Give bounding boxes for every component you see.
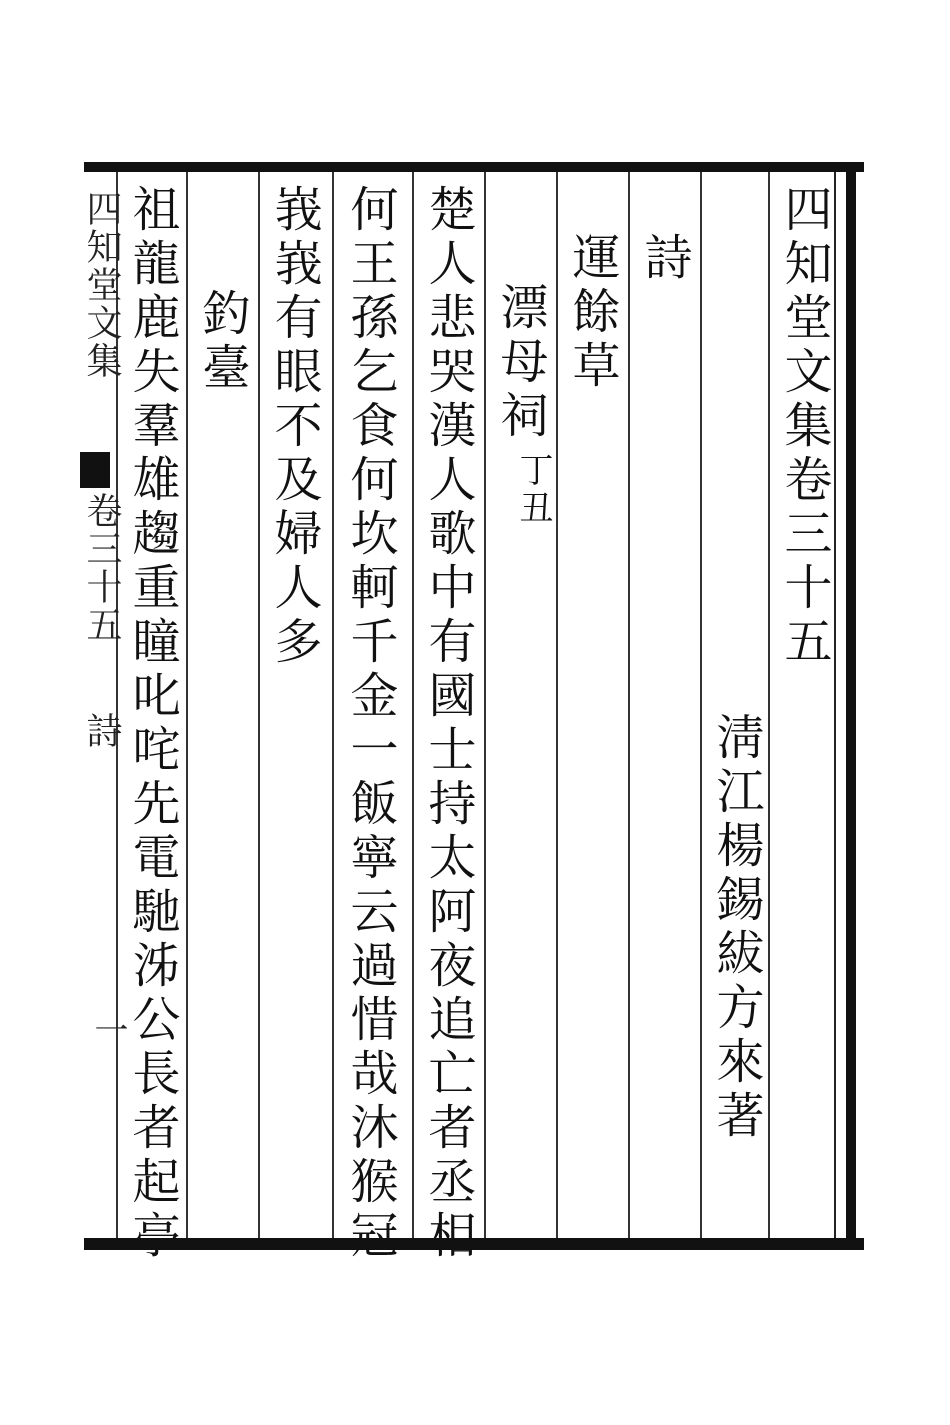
next-poem-line: 祖龍鹿失羣雄趨重瞳叱咤先電馳泲公長者起亭 [124,184,180,1264]
poem-line: 何王孫乞食何坎軻千金一飯寧云過惜哉沐猴冠 [342,184,398,1264]
column-divider [556,172,558,1238]
column-divider [412,172,414,1238]
column-divider [186,172,188,1238]
author-line: 淸江楊錫紱方來著 [708,712,764,1144]
section-heading: 運餘草 [564,232,620,394]
column-divider [768,172,770,1238]
margin-page-number: 一 [88,1012,128,1046]
page-title: 四知堂文集卷三十五 [776,184,832,670]
poem-line: 峩峩有眼不及婦人多 [266,184,322,670]
column-divider [484,172,486,1238]
frame-right-inner-rule [834,172,836,1238]
column-divider [332,172,334,1238]
column-divider [700,172,702,1238]
margin-book-title: 四知堂文集 [81,190,122,380]
margin-volume: 卷三十五 [81,492,122,644]
frame-right-rule [846,162,856,1250]
genre-heading: 詩 [636,232,692,286]
fishtail-mark [80,452,110,488]
poem-date: 丁丑 [513,452,553,528]
margin-genre: 詩 [81,712,122,750]
poem-title: 漂母祠 [492,282,548,444]
column-divider [628,172,630,1238]
column-divider [258,172,260,1238]
next-poem-title: 釣臺 [194,288,250,396]
frame-top-rule [84,162,864,172]
poem-line: 楚人悲哭漢人歌中有國士持太阿夜追亡者丞相 [420,184,476,1264]
